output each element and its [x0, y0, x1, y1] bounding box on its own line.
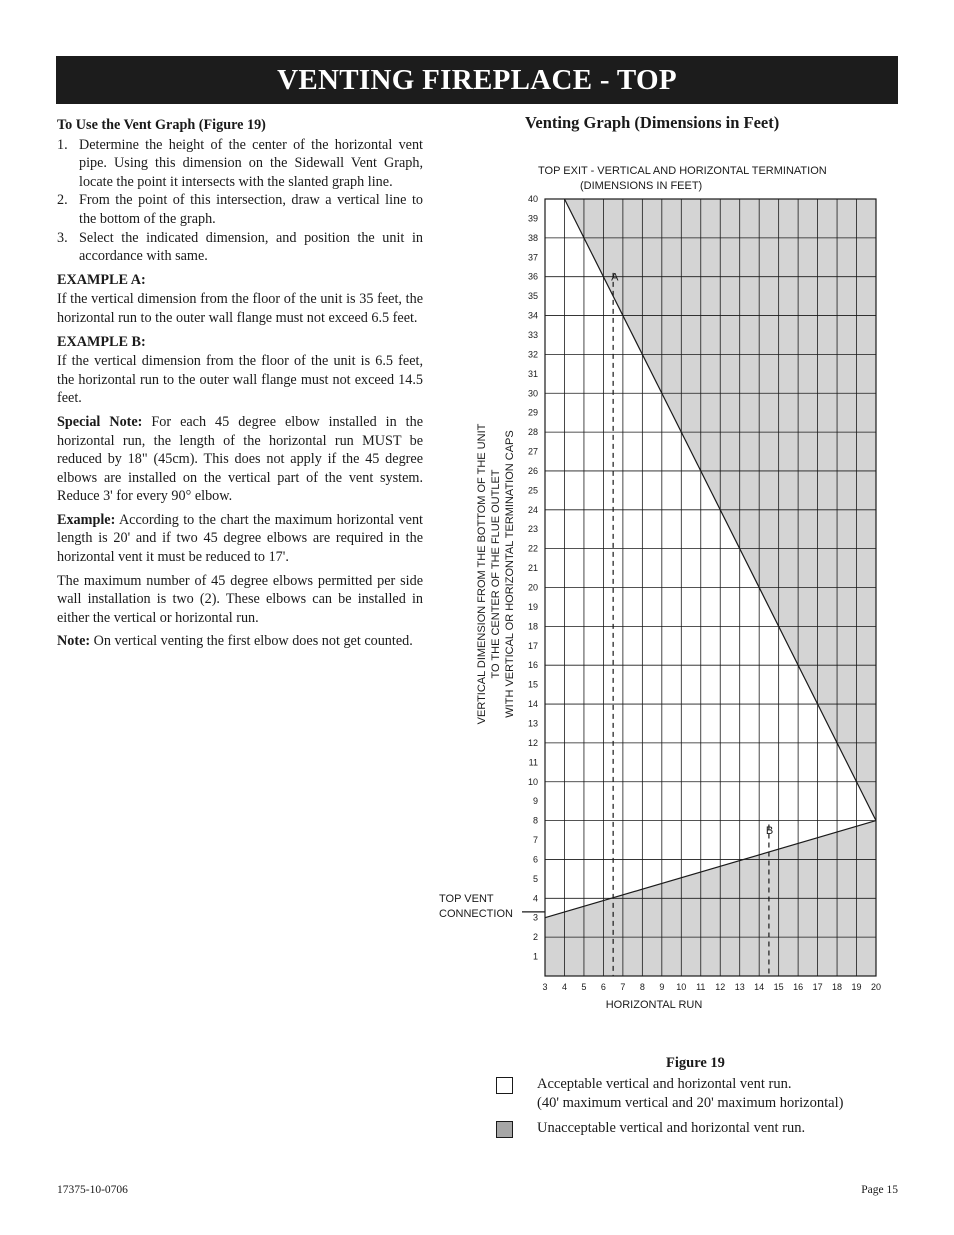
- page-title: VENTING FIREPLACE - TOP: [277, 63, 677, 96]
- y-tick-label: 2: [532, 932, 538, 943]
- y-axis-label-line3: WITH VERTICAL OR HORIZONTAL TERMINATION CAPS: [504, 430, 516, 718]
- unacceptable-swatch: [496, 1121, 513, 1138]
- y-tick-label: 40: [527, 194, 538, 204]
- y-tick-label: 29: [527, 407, 538, 418]
- note-label: Note:: [57, 633, 91, 650]
- note-paragraph: [57, 632, 423, 651]
- step-item: [57, 191, 423, 228]
- x-tick-label: 19: [851, 982, 862, 992]
- y-tick-label: 31: [527, 368, 538, 379]
- y-tick-label: 33: [527, 329, 538, 340]
- example-text: According to the chart the maximum horizontal vent length is 20' and if two 45 degree elbows are required in the horizontal vent it must be reduced to 17'.: [57, 511, 424, 566]
- y-tick-labels: [528, 194, 538, 962]
- y-axis-label-line2: TO THE CENTER OF THE FLUE OUTLET: [490, 469, 502, 679]
- figure-caption: Figure 19: [666, 1055, 725, 1071]
- acceptable-line2: (40' maximum vertical and 20' maximum horizontal): [537, 1095, 844, 1111]
- x-tick-label: 12: [715, 982, 726, 992]
- example-label: Example:: [57, 511, 116, 528]
- x-tick-label: 11: [696, 982, 706, 992]
- y-tick-label: 35: [527, 291, 538, 302]
- y-tick-label: 36: [527, 271, 538, 282]
- x-tick-label: 9: [659, 982, 665, 992]
- step-text: Determine the height of the center of the horizontal vent pipe. Using this dimension on the Sidewall Vent Graph, locate the point it intersects with the slanted graph line.: [79, 136, 423, 190]
- venting-graph: [430, 150, 900, 1030]
- grid: [545, 199, 876, 976]
- y-tick-label: 25: [527, 485, 538, 496]
- y-tick-label: 8: [532, 815, 538, 826]
- step-text: From the point of this intersection, draw a vertical line to the bottom of the graph.: [79, 192, 423, 227]
- step-number: 3.: [57, 229, 68, 246]
- x-tick-label: 18: [832, 982, 843, 992]
- step-item: [57, 229, 423, 266]
- y-tick-label: 7: [532, 835, 538, 846]
- y-tick-label: 14: [527, 699, 538, 710]
- y-tick-label: 28: [527, 427, 538, 438]
- x-tick-label: 5: [581, 982, 587, 992]
- y-tick-label: 3: [532, 912, 538, 923]
- chart-title-line2: (DIMENSIONS IN FEET): [580, 180, 703, 192]
- y-tick-label: 16: [527, 660, 538, 671]
- special-note-text: For each 45 degree elbow installed in the horizontal run, the length of the horizontal run MUST be reduced by 18" (45cm). This does not apply if the 45 degree elbows are installed on the vertical part of the vent system. Reduce 3' for every 90° elbow.: [57, 413, 424, 505]
- chart-title-line1: TOP EXIT - VERTICAL AND HORIZONTAL TERMINATION: [538, 165, 827, 177]
- y-tick-label: 26: [527, 465, 538, 476]
- step-number: 2.: [57, 192, 68, 209]
- annotation-a: A: [611, 271, 619, 284]
- example-a-text: If the vertical dimension from the floor of the unit is 35 feet, the horizontal run to the outer wall flange must not exceed 6.5 feet.: [57, 291, 423, 326]
- y-tick-label: 9: [532, 796, 538, 807]
- doc-number: 17375-10-0706: [57, 1184, 128, 1196]
- y-tick-label: 11: [528, 757, 538, 768]
- acceptable-swatch: [496, 1077, 513, 1094]
- x-axis-label: HORIZONTAL RUN: [605, 999, 703, 1011]
- x-tick-label: 15: [773, 982, 784, 992]
- x-tick-label: 6: [600, 982, 606, 992]
- y-tick-label: 18: [527, 621, 538, 632]
- y-tick-label: 24: [527, 504, 538, 515]
- y-tick-label: 17: [527, 640, 538, 651]
- y-tick-label: 38: [527, 232, 538, 243]
- connection-label-line2: CONNECTION: [439, 908, 513, 920]
- x-tick-label: 17: [812, 982, 823, 992]
- x-tick-label: 10: [676, 982, 687, 992]
- y-axis-label-line1: VERTICAL DIMENSION FROM THE BOTTOM OF THE UNIT: [476, 423, 488, 725]
- example-a-heading: EXAMPLE A:: [57, 271, 146, 288]
- y-tick-label: 5: [532, 873, 538, 884]
- y-tick-label: 20: [527, 582, 538, 593]
- y-tick-label: 27: [527, 446, 538, 457]
- max-elbows-text: The maximum number of 45 degree elbows permitted per side wall installation is two (2). These elbows can be installed in either the vertical or horizontal run.: [57, 572, 423, 626]
- acceptable-line1: Acceptable vertical and horizontal vent run.: [537, 1076, 792, 1092]
- steps-list: [57, 136, 423, 266]
- y-tick-label: 22: [527, 543, 538, 554]
- special-note-label: Special Note:: [57, 413, 143, 430]
- y-tick-label: 4: [532, 893, 538, 904]
- x-tick-label: 20: [870, 982, 882, 992]
- x-tick-label: 16: [793, 982, 804, 992]
- example-b-heading: EXAMPLE B:: [57, 333, 146, 350]
- y-tick-label: 19: [527, 601, 538, 612]
- y-axis-label: [476, 423, 516, 724]
- acceptable-text: [537, 1075, 843, 1113]
- instructions-column: [57, 116, 423, 656]
- x-tick-labels: [542, 982, 881, 992]
- y-tick-label: 13: [527, 718, 538, 729]
- y-tick-label: 10: [527, 776, 538, 787]
- connection-label-line1: TOP VENT: [439, 893, 494, 905]
- y-tick-label: 30: [527, 388, 538, 399]
- y-tick-label: 1: [532, 951, 538, 962]
- step-number: 1.: [57, 136, 68, 153]
- example-b-text: If the vertical dimension from the floor of the unit is 6.5 feet, the horizontal run to the outer wall flange must not exceed 14.5 feet.: [57, 353, 423, 407]
- x-tick-label: 14: [754, 982, 765, 992]
- x-tick-label: 4: [561, 982, 567, 992]
- y-tick-label: 39: [527, 213, 538, 224]
- y-tick-label: 21: [527, 563, 538, 574]
- page-number: Page 15: [861, 1184, 898, 1196]
- y-tick-label: 34: [527, 310, 538, 321]
- step-text: Select the indicated dimension, and position the unit in accordance with same.: [79, 229, 423, 265]
- y-tick-label: 15: [527, 679, 538, 690]
- y-tick-label: 32: [527, 349, 538, 360]
- x-tick-label: 13: [734, 982, 745, 992]
- unacceptable-text: Unacceptable vertical and horizontal vent run.: [537, 1120, 806, 1136]
- annotation-b: B: [765, 825, 774, 838]
- graph-title: Venting Graph (Dimensions in Feet): [525, 113, 780, 132]
- step-item: [57, 136, 423, 192]
- special-note: [57, 413, 423, 506]
- note-text: On vertical venting the first elbow does not get counted.: [93, 633, 413, 650]
- x-tick-label: 7: [620, 982, 626, 992]
- example-paragraph: [57, 511, 423, 567]
- x-tick-label: 3: [542, 982, 548, 992]
- y-tick-label: 23: [527, 524, 538, 535]
- y-tick-label: 12: [527, 737, 538, 748]
- y-tick-label: 37: [527, 252, 538, 263]
- instructions-heading: To Use the Vent Graph (Figure 19): [57, 117, 266, 133]
- x-tick-label: 8: [639, 982, 645, 992]
- page-banner: [56, 56, 898, 104]
- y-tick-label: 6: [532, 854, 538, 865]
